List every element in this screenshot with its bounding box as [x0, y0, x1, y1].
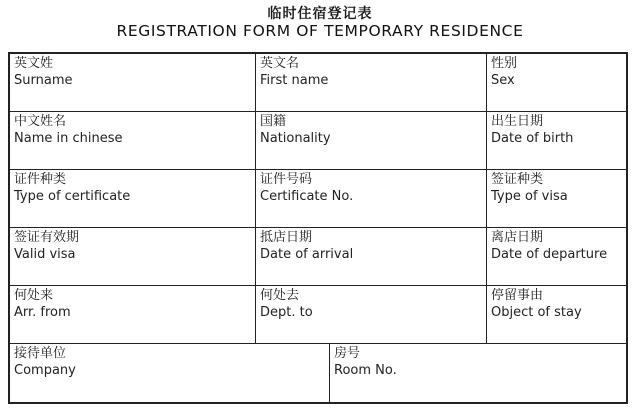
- date-of-birth-field[interactable]: [487, 112, 626, 170]
- field-label-en: Type of certificate: [14, 189, 131, 204]
- field-label-cn: 签证种类: [491, 172, 544, 187]
- field-label-cn: 何处去: [260, 288, 300, 303]
- field-label-en: Type of visa: [491, 189, 568, 204]
- field-label-en: Date of birth: [491, 131, 574, 146]
- field-label-en: Room No.: [334, 363, 397, 378]
- field-label-en: Surname: [14, 73, 73, 88]
- field-label-cn: 英文姓: [14, 56, 54, 71]
- field-label-cn: 签证有效期: [14, 230, 80, 245]
- field-label-cn: 房号: [334, 346, 361, 361]
- field-label-cn: 证件号码: [260, 172, 313, 187]
- surname-field[interactable]: [10, 54, 256, 112]
- departing-to-field[interactable]: [256, 286, 487, 344]
- visa-validity-field[interactable]: [10, 228, 256, 286]
- field-label-cn: 国籍: [260, 114, 287, 129]
- form-title-english: REGISTRATION FORM OF TEMPORARY RESIDENCE: [116, 22, 524, 40]
- visa-type-field[interactable]: [487, 170, 626, 228]
- field-label-en: Company: [14, 363, 76, 378]
- certificate-number-field[interactable]: [256, 170, 487, 228]
- field-label-en: Date of arrival: [260, 247, 354, 262]
- field-label-cn: 接待单位: [14, 346, 67, 361]
- field-label-cn: 抵店日期: [260, 230, 313, 245]
- field-label-en: Arr. from: [14, 305, 71, 320]
- registration-form-table: [8, 52, 628, 404]
- certificate-type-field[interactable]: [10, 170, 256, 228]
- field-label-en: Nationality: [260, 131, 331, 146]
- field-label-en: Valid visa: [14, 247, 76, 262]
- field-label-cn: 何处来: [14, 288, 54, 303]
- field-label-en: Date of departure: [491, 247, 608, 262]
- nationality-field[interactable]: [256, 112, 487, 170]
- field-label-en: First name: [260, 73, 329, 88]
- sex-field[interactable]: [487, 54, 626, 112]
- form-title-chinese: 临时住宿登记表: [267, 6, 373, 22]
- departure-date-field[interactable]: [487, 228, 626, 286]
- field-label-cn: 性别: [491, 56, 518, 71]
- arrival-date-field[interactable]: [256, 228, 487, 286]
- arrived-from-field[interactable]: [10, 286, 256, 344]
- field-label-cn: 证件种类: [14, 172, 67, 187]
- first-name-field[interactable]: [256, 54, 487, 112]
- field-label-en: Sex: [491, 73, 515, 88]
- field-label-cn: 离店日期: [491, 230, 544, 245]
- field-label-cn: 英文名: [260, 56, 300, 71]
- field-label-cn: 中文姓名: [14, 114, 67, 129]
- field-label-cn: 停留事由: [491, 288, 544, 303]
- field-label-en: Certificate No.: [260, 189, 354, 204]
- field-label-en: Name in chinese: [14, 131, 123, 146]
- field-label-en: Object of stay: [491, 305, 582, 320]
- field-label-en: Dept. to: [260, 305, 313, 320]
- room-number-field[interactable]: [330, 344, 626, 402]
- object-of-stay-field[interactable]: [487, 286, 626, 344]
- field-label-cn: 出生日期: [491, 114, 544, 129]
- company-field[interactable]: [10, 344, 330, 402]
- name-in-chinese-field[interactable]: [10, 112, 256, 170]
